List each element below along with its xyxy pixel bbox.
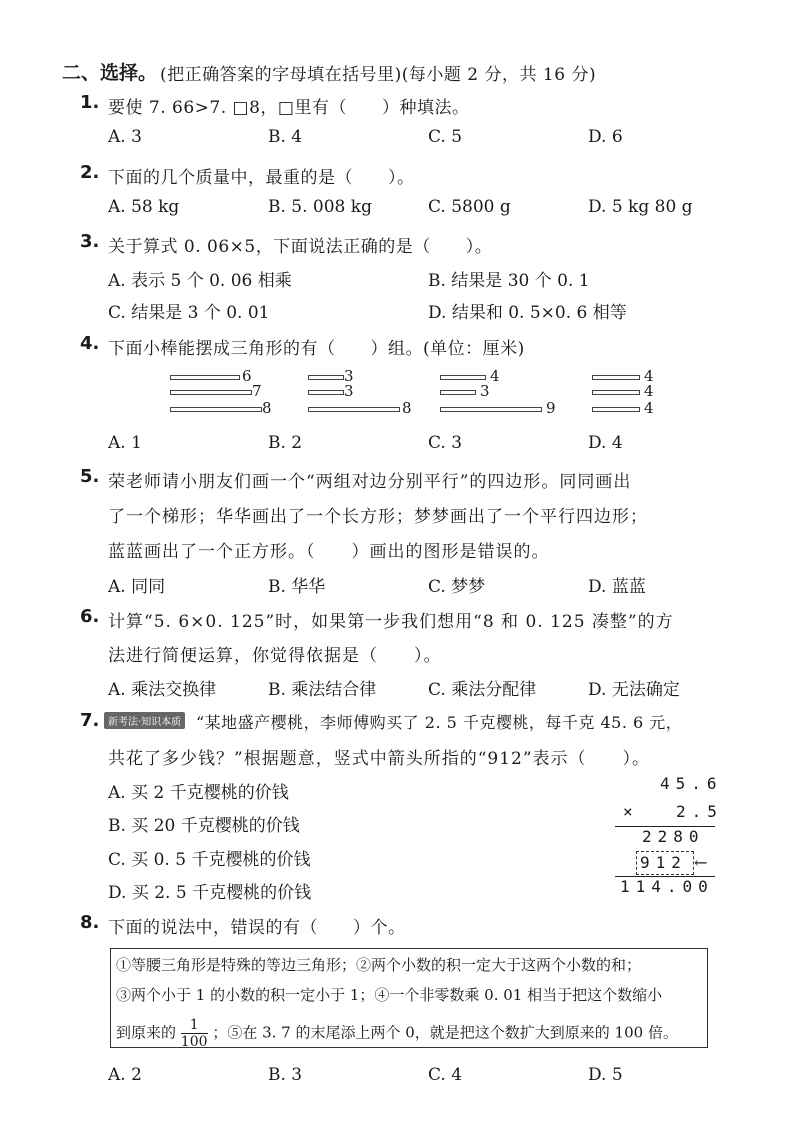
statement-line [116,1017,678,1050]
stick-length-label: 3 [344,367,354,385]
option-c[interactable]: C. 5 [428,127,463,147]
option-a[interactable]: A. 同同 [108,577,166,597]
fraction-numerator: 1 [181,1017,208,1034]
question-line: 了一个梯形；华华画出了一个长方形；梦梦画出了一个平行四边形； [108,507,648,527]
stick-length-label: 4 [644,399,654,417]
option-b[interactable]: B. 2 [268,433,303,453]
question-number: 8. [80,912,100,933]
section-title: 二、选择。 [62,62,158,84]
option-d[interactable]: D. 结果和 0. 5×0. 6 相等 [428,303,627,323]
question-number: 6. [80,606,100,627]
stick [440,407,542,412]
stick [170,390,252,395]
question-line: “某地盛产樱桃，李师傅购买了 2. 5 千克樱桃，每千克 45. 6 元， [196,713,683,732]
option-c[interactable]: C. 5800 g [428,197,511,217]
stick-length-label: 9 [546,399,556,417]
question-line: 共花了多少钱？”根据题意，竖式中箭头所指的“912”表示（ ）。 [108,749,651,769]
stick-length-label: 4 [644,367,654,385]
option-d[interactable]: D. 蓝蓝 [588,577,646,597]
final-product: 114.00 [620,877,714,896]
statement-line: ①等腰三角形是特殊的等边三角形；②两个小数的积一定大于这两个小数的和； [116,956,642,974]
question-number: 2. [80,162,100,183]
option-c[interactable]: C. 4 [428,1065,463,1085]
section-instruction: (把正确答案的字母填在括号里)(每小题 2 分，共 16 分) [160,65,597,85]
option-b[interactable]: B. 5. 008 kg [268,197,372,217]
stick-length-label: 8 [402,399,412,417]
question-number: 1. [80,92,100,113]
stick [308,375,344,380]
stick [308,407,400,412]
option-b[interactable]: B. 3 [268,1065,303,1085]
option-a[interactable]: A. 买 2 千克樱桃的价钱 [108,783,289,803]
question-line: 蓝蓝画出了一个正方形。（ ）画出的图形是错误的。 [108,542,550,562]
stick [170,375,240,380]
stick-length-label: 4 [644,382,654,400]
stick-length-label: 4 [490,367,500,385]
option-b[interactable]: B. 华华 [268,577,326,597]
option-d[interactable]: D. 5 [588,1065,623,1085]
multiplier: 2.5 [676,802,723,821]
new-question-type-tag: 新考法·知识本质 [104,712,185,729]
option-b[interactable]: B. 结果是 30 个 0. 1 [428,271,590,291]
question-line: 法进行简便运算，你觉得依据是（ ）。 [108,646,442,666]
option-a[interactable]: A. 2 [108,1065,142,1085]
option-d[interactable]: D. 6 [588,127,623,147]
question-number: 3. [80,231,100,252]
option-b[interactable]: B. 买 20 千克樱桃的价钱 [108,816,300,836]
stick-length-label: 8 [262,399,272,417]
stick-length-label: 7 [252,382,262,400]
option-c[interactable]: C. 乘法分配律 [428,680,537,700]
question-text: 要使 7. 66>7. □8，□里有（ ）种填法。 [108,98,470,118]
stick-length-label: 3 [480,382,490,400]
option-b[interactable]: B. 4 [268,127,303,147]
question-text: 下面的说法中，错误的有（ ）个。 [108,918,406,938]
multiply-sign: × [623,802,639,821]
stick [592,407,640,412]
stick [440,375,486,380]
stick [170,407,262,412]
question-number: 5. [80,466,100,487]
option-d[interactable]: D. 4 [588,433,623,453]
partial-product-1: 2280 [642,827,705,846]
option-a[interactable]: A. 表示 5 个 0. 06 相乘 [108,271,292,291]
stick-length-label: 6 [242,367,252,385]
option-c[interactable]: C. 3 [428,433,463,453]
question-line: 荣老师请小朋友们画一个“两组对边分别平行”的四边形。同同画出 [108,472,632,492]
pointer-arrow-icon: ← [694,853,708,872]
option-c[interactable]: C. 梦梦 [428,577,486,597]
fraction-denominator: 100 [180,1034,208,1050]
option-a[interactable]: A. 3 [108,127,142,147]
statement-text: 到原来的 [116,1023,177,1042]
option-d[interactable]: D. 无法确定 [588,680,680,700]
option-d[interactable]: D. 5 kg 80 g [588,197,693,217]
question-text: 下面的几个质量中，最重的是（ ）。 [108,168,415,188]
statement-line: ③两个小于 1 的小数的积一定小于 1；④一个非零数乘 0. 01 相当于把这个数缩小 [116,986,663,1004]
stick-length-label: 3 [344,382,354,400]
option-c[interactable]: C. 买 0. 5 千克樱桃的价钱 [108,850,311,870]
question-number: 4. [80,333,100,354]
option-b[interactable]: B. 乘法结合律 [268,680,377,700]
question-number: 7. [80,710,100,731]
option-a[interactable]: A. 1 [108,433,142,453]
option-c[interactable]: C. 结果是 3 个 0. 01 [108,303,270,323]
option-d[interactable]: D. 买 2. 5 千克樱桃的价钱 [108,883,312,903]
multiplicand: 45.6 [660,774,723,793]
question-text: 下面小棒能摆成三角形的有（ ）组。(单位：厘米) [108,339,525,359]
statement-text: ；⑤在 3. 7 的末尾添上两个 0，就是把这个数扩大到原来的 100 倍。 [212,1023,678,1042]
question-line: 计算“5. 6×0. 125”时，如果第一步我们想用“8 和 0. 125 凑整”的方 [108,612,674,632]
partial-product-2: 912 [640,853,687,872]
stick [592,390,640,395]
option-a[interactable]: A. 乘法交换律 [108,680,217,700]
stick [308,390,344,395]
fraction [181,1017,208,1050]
option-a[interactable]: A. 58 kg [108,197,180,217]
stick [440,390,476,395]
question-text: 关于算式 0. 06×5，下面说法正确的是（ ）。 [108,237,493,257]
stick [592,375,640,380]
